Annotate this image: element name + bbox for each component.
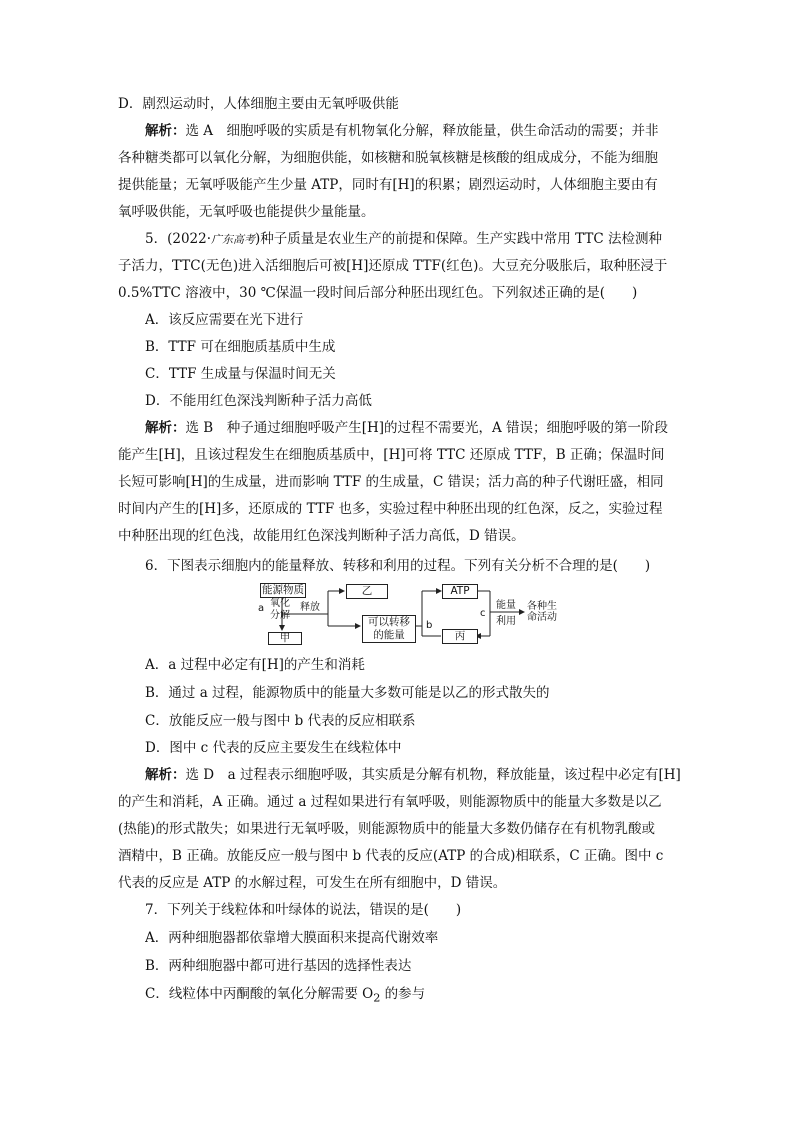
- q6-option-d: D．图中 c 代表的反应主要发生在线粒体中: [145, 740, 402, 756]
- q5-analysis-line: 长短可影响[H]的生成量，进而影响 TTF 的生成量，C 错误；活力高的种子代谢旺盛，相同: [118, 474, 664, 490]
- q6-option-a: A．a 过程中必定有[H]的产生和消耗: [145, 657, 365, 673]
- energy-source-box: 能源物质: [262, 584, 304, 596]
- q5-analysis-line: 时间内产生的[H]多，还原成的 TTF 也多，实验过程中种胚出现的红色深，反之，实验过程: [118, 501, 663, 517]
- q7-option-b: B．两种细胞器中都可进行基因的选择性表达: [145, 958, 412, 974]
- q7-stem: 7．下列关于线粒体和叶绿体的说法，错误的是( ): [145, 902, 462, 918]
- bing-box: 丙: [442, 629, 478, 644]
- atp-box: ATP: [442, 584, 478, 599]
- q5-option-b: B．TTF 可在细胞质基质中生成: [145, 339, 336, 355]
- q6-option-c: C．放能反应一般与图中 b 代表的反应相联系: [145, 713, 416, 729]
- q6-stem: 6．下图表示细胞内的能量释放、转移和利用的过程。下列有关分析不合理的是( ): [145, 558, 651, 574]
- energy-flow-diagram: [258, 582, 558, 644]
- q7-option-c: C．线粒体中丙酮酸的氧化分解需要 $O_2$ 的参与: [145, 986, 426, 1005]
- oxidize-label: 氧化: [270, 598, 290, 609]
- q5-option-d: D．不能用红色深浅判断种子活力高低: [145, 393, 372, 409]
- energy-label: 能量: [496, 600, 516, 611]
- q4-analysis-line: 各种糖类都可以氧化分解，为细胞供能，如核糖和脱氧核糖是核酸的组成成分，不能为细胞: [118, 150, 658, 166]
- q5-option-c: C．TTF 生成量与保温时间无关: [145, 366, 336, 382]
- q6-analysis-line: 酒精中，B 正确。放能反应一般与图中 b 代表的反应(ATP 的合成)相联系，C 正确。图中 c: [118, 848, 664, 864]
- q5-stem-line: 子活力，TTC(无色)进入活细胞后可被[H]还原成 TTF(红色)。大豆充分吸胀后，取种胚浸于: [118, 258, 668, 274]
- q6-option-b: B．通过 a 过程，能源物质中的能量大多数可能是以乙的形式散失的: [145, 685, 550, 701]
- c-label: c: [480, 608, 486, 619]
- jia-box: 甲: [268, 632, 302, 645]
- release-label: 释放: [300, 602, 320, 613]
- q4-analysis: 解析：选 A 细胞呼吸的实质是有机物氧化分解，释放能量，供生命活动的需要；并非: [145, 123, 659, 139]
- q4-analysis-line: 氧呼吸供能，无氧呼吸也能提供少量能量。: [118, 204, 375, 220]
- q5-option-a: A．该反应需要在光下进行: [145, 312, 304, 328]
- q6-analysis: 解析：选 D a 过程表示细胞呼吸，其实质是分解有机物，释放能量，该过程中必定有[H]: [145, 767, 681, 783]
- use-label: 利用: [496, 616, 516, 627]
- q6-analysis-line: 的产生和消耗，A 正确。通过 a 过程如果进行有氧呼吸，则能源物质中的能量大多数是以乙: [118, 794, 662, 810]
- a-label: a: [258, 603, 265, 614]
- q4-analysis-line: 提供能量；无氧呼吸能产生少量 ATP，同时有[H]的积累；剧烈运动时，人体细胞主要由有: [118, 177, 658, 193]
- q6-analysis-line: 代表的反应是 ATP 的水解过程，可发生在所有细胞中，D 错误。: [118, 875, 507, 891]
- b-label: b: [426, 620, 433, 631]
- q5-analysis-line: 能产生[H]，且该过程发生在细胞质基质中，[H]可将 TTC 还原成 TTF，B 正确；保温时间: [118, 447, 665, 463]
- yi-box: 乙: [346, 584, 388, 599]
- source-label: 广东高考: [211, 233, 256, 246]
- q7-option-a: A．两种细胞器都依靠增大膜面积来提高代谢效率: [145, 930, 439, 946]
- q5-analysis: 解析：选 B 种子通过细胞呼吸产生[H]的过程不需要光，A 错误；细胞呼吸的第一阶段: [145, 420, 669, 436]
- q4-option-d: D．剧烈运动时，人体细胞主要由无氧呼吸供能: [118, 96, 399, 112]
- transferable-energy-box: 可以转移 的能量: [362, 615, 416, 643]
- q5-stem: 5．(2022·广东高考)种子质量是农业生产的前提和保障。生产实践中常用 TTC 法检测种: [145, 231, 662, 247]
- decompose-label: 分解: [270, 610, 290, 621]
- q5-analysis-line: 中种胚出现的红色浅，故能用红色深浅判断种子活力高低，D 错误。: [118, 528, 525, 544]
- life-activities-label: 各种生 命活动: [527, 601, 557, 623]
- q5-stem-line: 0.5%TTC 溶液中，30 ℃保温一段时间后部分种胚出现红色。下列叙述正确的是( ): [118, 285, 638, 301]
- q6-analysis-line: (热能)的形式散失；如果进行无氧呼吸，则能源物质中的能量大多数仍储存在有机物乳酸或: [118, 821, 656, 837]
